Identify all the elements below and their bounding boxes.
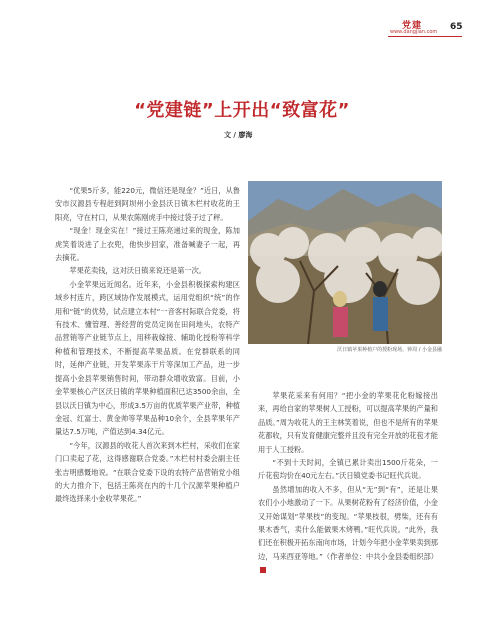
paragraph: 苹果花采来有何用？“把小金的苹果花化粉嫁接出来，再给自家的苹果树人工授粉，可以提高苹果的产量和品质。”周为收花人的王主林笑着说，但也不是所有的苹果花都收，只有发育健康完整并且没有完全开放的花苞才能用于人工授粉。 [258,391,438,454]
paragraph: “今年，汉源县的收花人首次来到木栏村，采收们在家门口卖起了花，这得感谢联合党委。”木栏村村委会副主任张吉明感慨地说。“在联合党委下设的农特产品营销党小组的大力推介下，包括王陈亮在内的十几个汉源苹果种植户最终选择来小金收苹果花。” [55,440,240,504]
paragraph: “优果5斤多，能220元，微信还是现金？”近日，从鲁安市汉源县专程赶到阿坝州小金县沃日镇木栏村收花的王阳亮，守在村口，从果农陈刚虎手中接过袋子过了秤。 [55,186,240,222]
magazine-logo: 党建 [402,21,423,31]
paragraph: “现金！现金实在！”接过王陈亮递过来的现金，陈加虎笑着说进了上衣兜，他快步回家，准备喊妻子一起，再去摘花。 [55,226,240,263]
photo-caption: 沃日镇苹果种植户的授粉现场。钟周 / 小金县融 [337,347,442,353]
article-photo [248,181,442,344]
paragraph: 苹果花卖钱，这对沃日镇来说还是第一次。 [69,266,206,276]
paragraph: “不到十天时间，全镇已累计卖出1500斤花朵，一斤花苞均价在40元左右。”沃日镇党委书记旺代兵说。 [258,458,438,481]
paragraph: 小金苹果远近闻名。近年来，小金县积极探索构建区域乡村连片，跨区域协作发展模式，运用党组织“统”的作用和“链”的优势，试点建立本村“一音客村际联合党委，将有技术、懂管理、善经营的党员定岗在田间地头，农特产品营销等产业链节点上，用移栽嫁接、辅助化授粉等科学种植和管理技术，不断提高苹果品质。在党群联系的同时，延伸产业链，开发苹果冻干片等深加工产品，进一步提高小金县苹果销售时间，带动群众增收致富。目前，小金苹果核心产区沃日镇的苹果种植面积已达3500余亩，全县以沃日镇为中心，形成3.5万亩的优质苹果产业带，种植金冠、红富士、黄金帅等苹果品种10余个，全县苹果年产量达7.5万吨，产值达到4.34亿元。 [55,279,240,437]
article-title: “党建链”上开出“致富花” [134,100,350,121]
page-number: 65 [450,22,463,32]
end-mark-icon [260,567,266,573]
orchard-illustration [248,181,442,344]
page-header [0,0,484,48]
article-author: 文 / 廖海 [224,131,253,139]
left-column [55,184,240,506]
paragraph [258,483,438,577]
right-column [258,389,438,577]
magazine-url: www.dangjian.com [390,29,438,35]
header-rule [388,36,462,37]
paragraph-text: 虽然增加的收入不多，但从“无”到“有”，还是让果农们小小地激动了一下。从果树花粉有了经济价值，小金又开始谋划“苹果枝”的变现。“苹果枝很，劈柴，还有有果木香气，卖什么能做果木烤鸭。”旺代兵说。“此外，我们还在积极开拓东南向市场，计划今年把小金苹果卖到那边，马来西亚等地。”（作者单位：中共小金县委组织部） [258,484,438,561]
